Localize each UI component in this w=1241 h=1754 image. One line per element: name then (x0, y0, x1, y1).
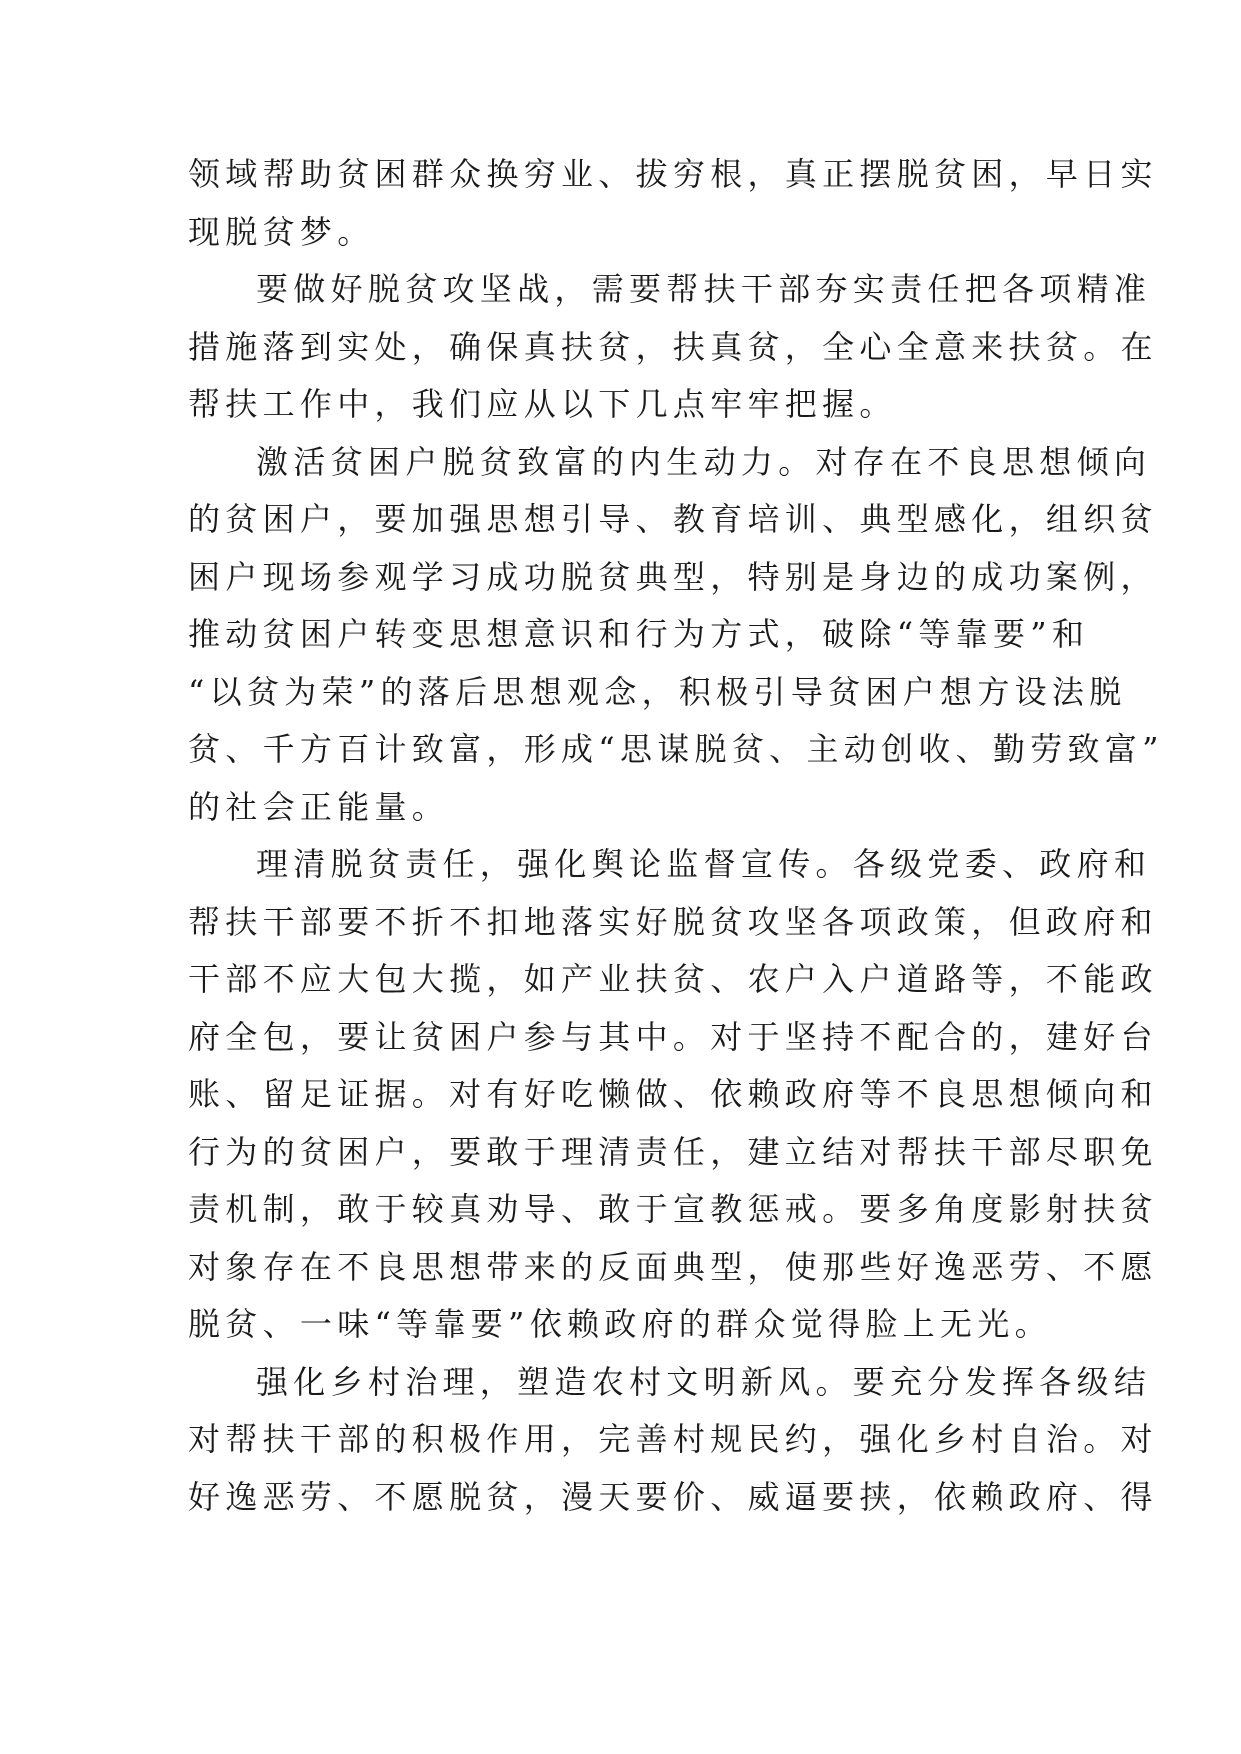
text-line: 贫、千方百计致富，形成“思谋脱贫、主动创收、勤劳致富” (188, 730, 1164, 768)
text-line: 府全包，要让贫困户参与其中。对于坚持不配合的，建好台 (188, 1017, 1158, 1056)
text-line: 领域帮助贫困群众换穷业、拔穷根，真正摆脱贫困，早日实 (188, 155, 1158, 193)
text-line: 责机制，敢于较真劝导、敢于宣教惩戒。要多角度影射扶贫 (188, 1190, 1158, 1228)
text-line: 现脱贫梦。 (188, 212, 375, 251)
body-text (188, 146, 1164, 1526)
paragraph-first-line: 理清脱贫责任，强化舆论监督宣传。各级党委、政府和 (256, 845, 1152, 883)
text-line: “以贫为荣”的落后思想观念，积极引导贫困户想方设法脱 (188, 672, 1127, 711)
text-line: 行为的贫困户，要敢于理清责任，建立结对帮扶干部尽职免 (188, 1132, 1158, 1171)
paragraph-first-line: 强化乡村治理，塑造农村文明新风。要充分发挥各级结 (256, 1362, 1152, 1401)
text-line: 推动贫困户转变思想意识和行为方式，破除“等靠要”和 (188, 615, 1090, 653)
text-line: 帮扶工作中，我们应从以下几点牢牢把握。 (188, 385, 897, 423)
text-line: 帮扶干部要不折不扣地落实好脱贫攻坚各项政策，但政府和 (188, 902, 1158, 941)
text-line: 对帮扶干部的积极作用，完善村规民约，强化乡村自治。对 (188, 1420, 1158, 1458)
text-line: 措施落到实处，确保真扶贫，扶真贫，全心全意来扶贫。在 (188, 327, 1158, 366)
text-line: 账、留足证据。对有好吃懒做、依赖政府等不良思想倾向和 (188, 1075, 1158, 1113)
text-line: 的贫困户，要加强思想引导、教育培训、典型感化，组织贫 (188, 500, 1158, 538)
text-line: 的社会正能量。 (188, 787, 450, 826)
text-line: 对象存在不良思想带来的反面典型，使那些好逸恶劳、不愿 (188, 1247, 1158, 1286)
paragraph-first-line: 激活贫困户脱贫致富的内生动力。对存在不良思想倾向 (256, 442, 1152, 481)
text-line: 好逸恶劳、不愿脱贫，漫天要价、威逼要挟，依赖政府、得 (188, 1477, 1158, 1516)
paragraph-first-line: 要做好脱贫攻坚战，需要帮扶干部夯实责任把各项精准 (256, 270, 1152, 308)
text-line: 脱贫、一味“等靠要”依赖政府的群众觉得脸上无光。 (188, 1305, 1052, 1343)
text-line: 干部不应大包大揽，如产业扶贫、农户入户道路等，不能政 (188, 960, 1158, 998)
text-line: 困户现场参观学习成功脱贫典型，特别是身边的成功案例， (188, 557, 1158, 596)
